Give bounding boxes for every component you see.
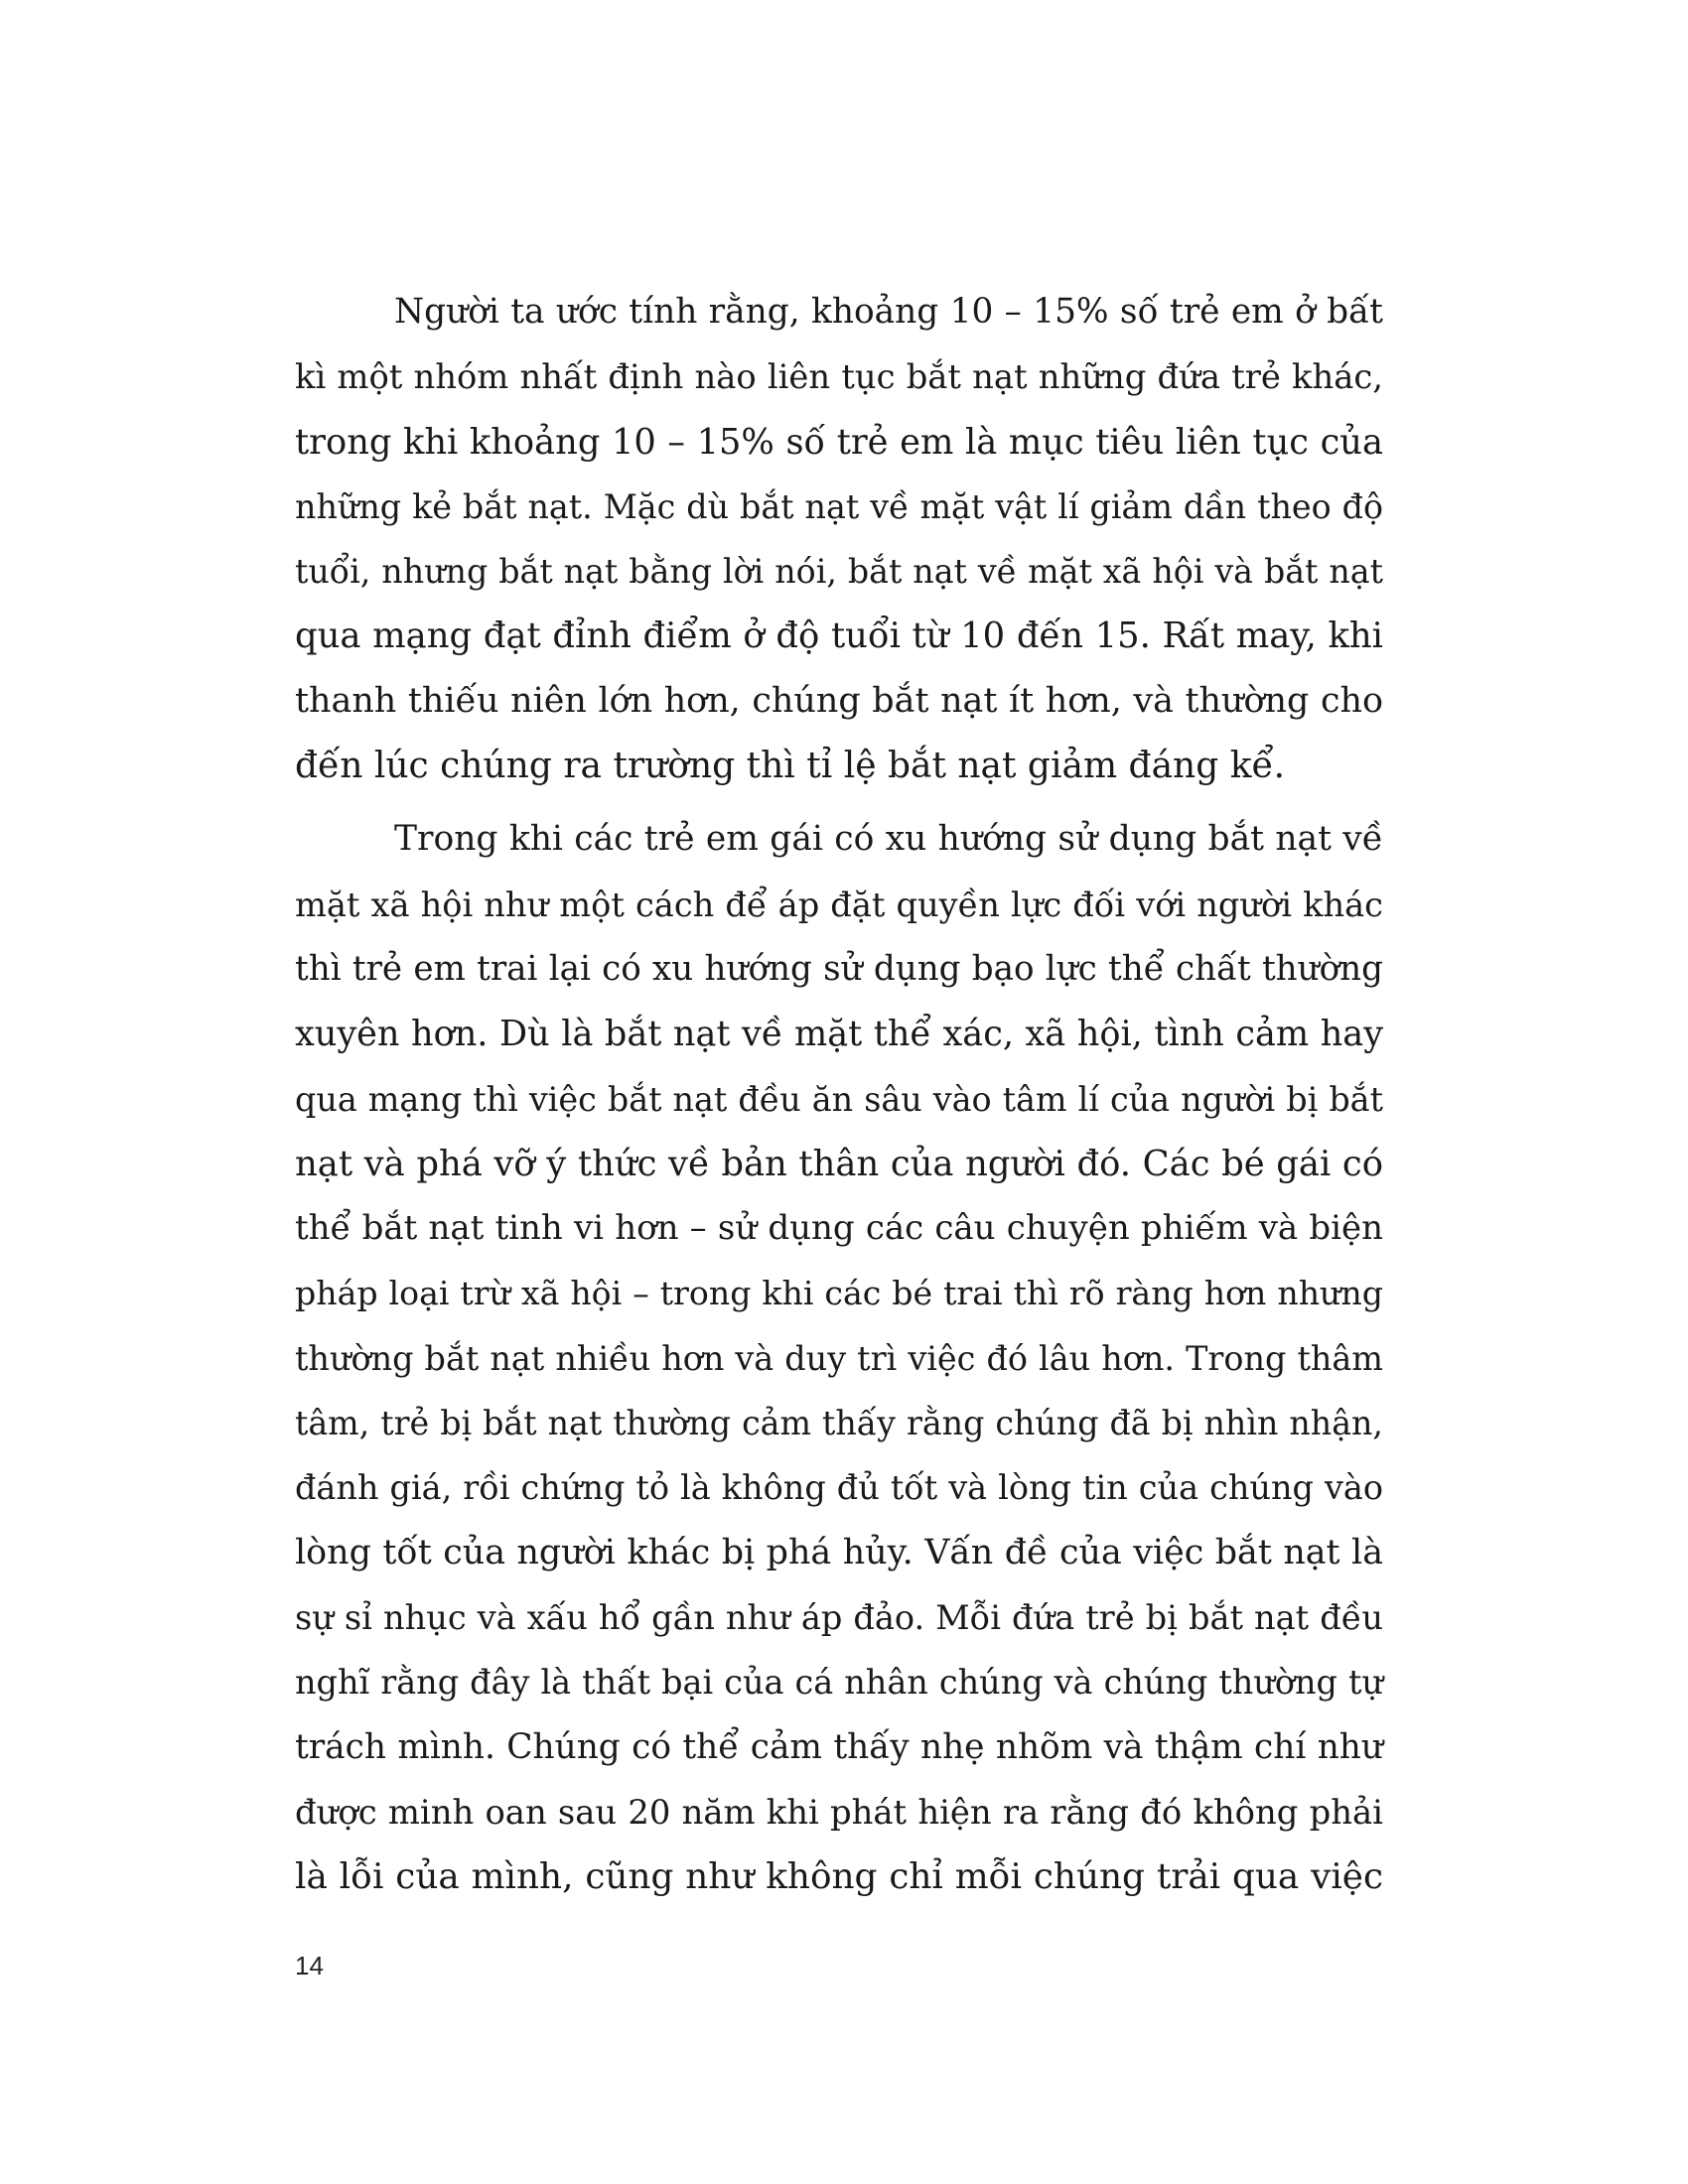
text-line: nạt và phá vỡ ý thức về bản thân của người đó. Các bé gái có [295,1143,1383,1184]
text-line: đánh giá, rồi chứng tỏ là không đủ tốt và lòng tin của chúng vào [295,1468,1383,1508]
text-line: thì trẻ em trai lại có xu hướng sử dụng bạo lực thể chất thường [295,948,1383,989]
text-line: trách mình. Chúng có thể cảm thấy nhẹ nhõm và thậm chí như [295,1726,1383,1767]
paragraph-2 [295,807,1383,1909]
text-line: tuổi, nhưng bắt nạt bằng lời nói, bắt nạt về mặt xã hội và bắt nạt [295,552,1383,592]
body-text [295,280,1383,1909]
text-line: xuyên hơn. Dù là bắt nạt về mặt thể xác, xã hội, tình cảm hay [295,1014,1383,1055]
text-line: Người ta ước tính rằng, khoảng 10 – 15% số trẻ em ở bất [394,292,1383,332]
text-line: lòng tốt của người khác bị phá hủy. Vấn đề của việc bắt nạt là [295,1532,1383,1572]
text-line: kì một nhóm nhất định nào liên tục bắt nạt những đứa trẻ khác, [295,357,1383,397]
text-line: Trong khi các trẻ em gái có xu hướng sử dụng bắt nạt về [394,819,1383,860]
text-line: thể bắt nạt tinh vi hơn – sử dụng các câu chuyện phiếm và biện [295,1208,1383,1249]
text-line: pháp loại trừ xã hội – trong khi các bé trai thì rõ ràng hơn nhưng [295,1274,1383,1313]
text-line: thanh thiếu niên lớn hơn, chúng bắt nạt ít hơn, và thường cho [295,680,1383,721]
text-line: mặt xã hội như một cách để áp đặt quyền lực đối với người khác [295,885,1383,924]
text-line: những kẻ bắt nạt. Mặc dù bắt nạt về mặt vật lí giảm dần theo độ [295,486,1383,526]
text-line: là lỗi của mình, cũng như không chỉ mỗi chúng trải qua việc [295,1856,1383,1898]
text-line: tâm, trẻ bị bắt nạt thường cảm thấy rằng chúng đã bị nhìn nhận, [295,1404,1383,1443]
text-line: thường bắt nạt nhiều hơn và duy trì việc đó lâu hơn. Trong thâm [295,1338,1383,1378]
text-line: trong khi khoảng 10 – 15% số trẻ em là mục tiêu liên tục của [295,421,1383,463]
text-line: qua mạng đạt đỉnh điểm ở độ tuổi từ 10 đến 15. Rất may, khi [295,615,1383,657]
page-number: 14 [295,1951,324,1980]
text-line: qua mạng thì việc bắt nạt đều ăn sâu vào tâm lí của người bị bắt [295,1079,1383,1119]
text-line: nghĩ rằng đây là thất bại của cá nhân chúng và chúng thường tự [295,1663,1383,1703]
paragraph-1 [295,280,1383,798]
text-line: sự sỉ nhục và xấu hổ gần như áp đảo. Mỗi đứa trẻ bị bắt nạt đều [295,1597,1383,1637]
text-line: được minh oan sau 20 năm khi phát hiện ra rằng đó không phải [295,1792,1383,1832]
text-line: đến lúc chúng ra trường thì tỉ lệ bắt nạt giảm đáng kể. [295,746,1286,787]
